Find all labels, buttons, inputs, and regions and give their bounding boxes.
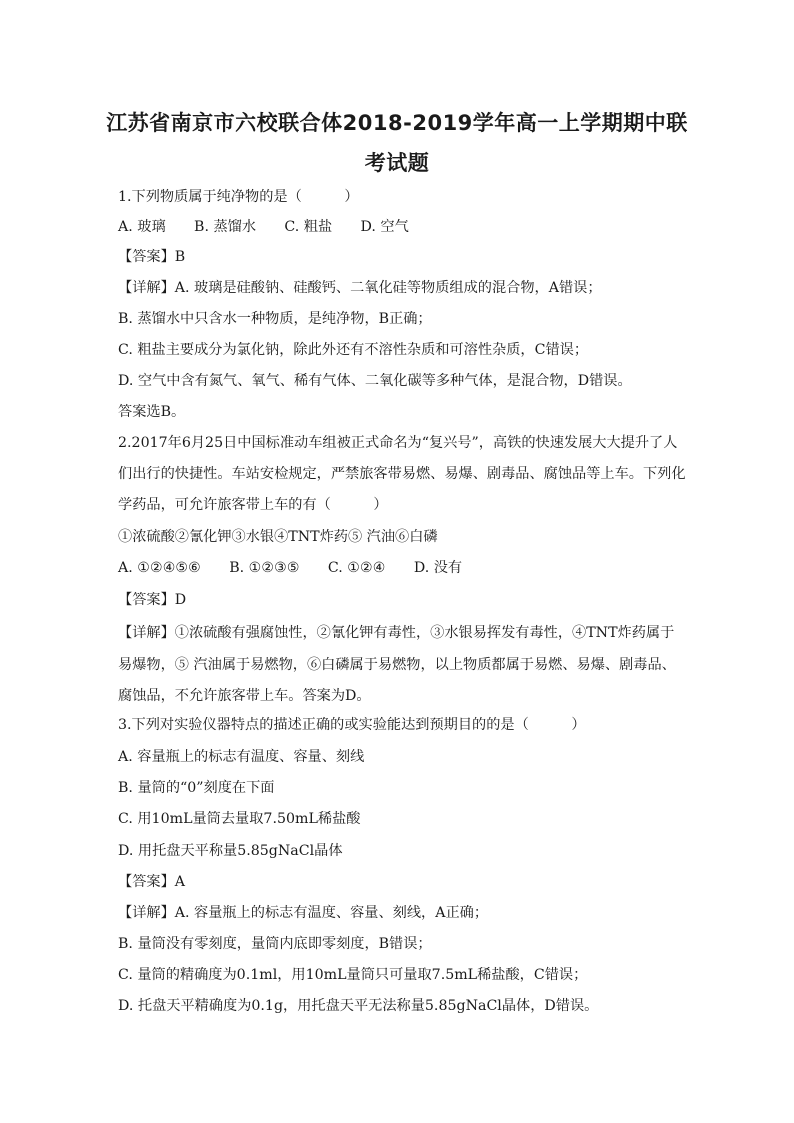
document-title-line2: 考试题 [364, 151, 430, 175]
question-1-answer: 【答案】B [118, 249, 186, 265]
question-2-explanation-line3: 腐蚀品，不允许旅客带上车。答案为D。 [118, 688, 371, 704]
question-1-options: A. 玻璃 B. 蒸馏水 C. 粗盐 D. 空气 [118, 219, 409, 235]
document-title-line1: 江苏省南京市六校联合体2018-2019学年高一上学期期中联 [106, 111, 688, 135]
question-3-explanation-a: 【详解】A. 容量瓶上的标志有温度、容量、刻线，A正确； [118, 905, 489, 921]
question-1-explanation-c: C. 粗盐主要成分为氯化钠，除此外还有不溶性杂质和可溶性杂质，C错误； [118, 342, 589, 358]
question-3-option-b: B. 量筒的“0”刻度在下面 [118, 780, 275, 796]
question-2-explanation-line2: 易爆物，⑤ 汽油属于易燃物，⑥白磷属于易燃物，以上物质都属于易燃、易爆、剧毒品、 [118, 657, 676, 673]
question-2-stem-line2: 们出行的快捷性。车站安检规定，严禁旅客带易燃、易爆、剧毒品、腐蚀品等上车。下列化 [118, 466, 686, 482]
question-2-stem-line3: 学药品，可允许旅客带上车的有（ ） [118, 497, 388, 513]
question-2-stem-line1: 2.2017年6月25日中国标准动车组被正式命名为“复兴号”，高铁的快速发展大大提升了人 [118, 435, 678, 451]
question-1-explanation-d: D. 空气中含有氮气、氧气、稀有气体、二氧化碳等多种气体，是混合物，D错误。 [118, 373, 632, 389]
question-1-stem: 1.下列物质属于纯净物的是（ ） [118, 189, 359, 205]
question-2-options: A. ①②④⑤⑥ B. ①②③⑤ C. ①②④ D. 没有 [118, 560, 463, 576]
question-2-answer: 【答案】D [118, 592, 187, 608]
question-2-items: ①浓硫酸②氰化钾③水银④TNT炸药⑤ 汽油⑥白磷 [118, 529, 438, 545]
question-1-explanation-a: 【详解】A. 玻璃是硅酸钠、硅酸钙、二氧化硅等物质组成的混合物，A错误； [118, 280, 602, 296]
question-1-explanation-b: B. 蒸馏水中只含水一种物质，是纯净物，B正确； [118, 311, 432, 327]
question-1-conclusion: 答案选B。 [118, 404, 186, 420]
question-3-explanation-b: B. 量筒没有零刻度，量筒内底即零刻度，B错误； [118, 936, 432, 952]
question-3-option-c: C. 用10mL量筒去量取7.50mL稀盐酸 [118, 811, 361, 827]
question-3-answer: 【答案】A [118, 874, 185, 890]
question-3-stem: 3.下列对实验仪器特点的描述正确的或实验能达到预期目的的是（ ） [118, 717, 586, 733]
question-2-explanation-line1: 【详解】①浓硫酸有强腐蚀性，②氰化钾有毒性，③水银易挥发有毒性，④TNT炸药属于 [118, 625, 675, 641]
question-3-explanation-d: D. 托盘天平精确度为0.1g，用托盘天平无法称量5.85gNaCl晶体，D错误。 [118, 998, 599, 1014]
question-3-option-d: D. 用托盘天平称量5.85gNaCl晶体 [118, 843, 343, 859]
question-3-explanation-c: C. 量筒的精确度为0.1ml，用10mL量筒只可量取7.5mL稀盐酸，C错误； [118, 967, 588, 983]
question-3-option-a: A. 容量瓶上的标志有温度、容量、刻线 [118, 749, 365, 765]
